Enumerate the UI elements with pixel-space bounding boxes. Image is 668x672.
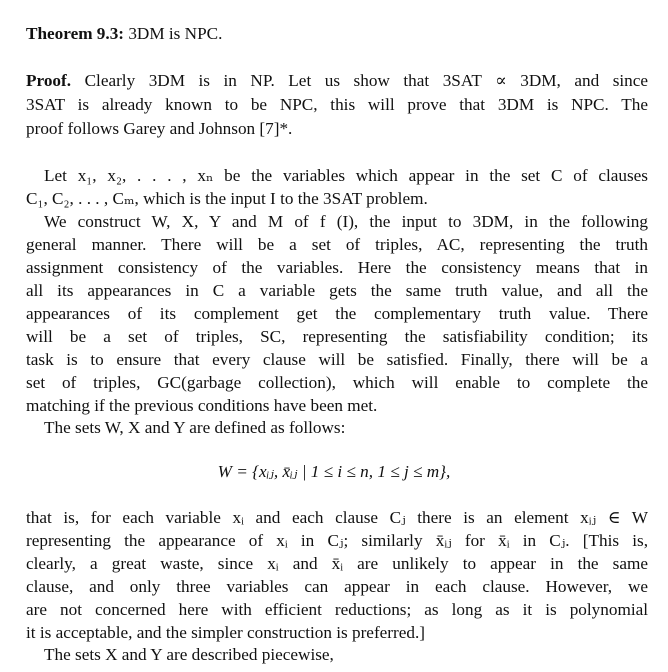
paragraph4-line-3: clearly, a great waste, since xᵢ and x̄ᵢ are unlikely to appear in the same — [26, 554, 648, 573]
paragraph5: The sets X and Y are described piecewise, — [44, 645, 334, 664]
proof-line-1-text: Clearly 3DM is in NP. Let us show that 3SAT ∝ 3DM, and since — [84, 71, 649, 90]
paragraph2-line-9: matching if the previous conditions have been met. — [26, 396, 378, 415]
proof-line-2: 3SAT is already known to be NPC, this will prove that 3DM is NPC. The — [26, 95, 648, 114]
paragraph2-line-1: We construct W, X, Y and M of f (I), the input to 3DM, in the following — [44, 212, 648, 231]
theorem-label: Theorem 9.3: — [26, 24, 125, 43]
equation-w-definition: W = {xᵢⱼ, x̄ᵢⱼ | 1 ≤ i ≤ n, 1 ≤ j ≤ m}, — [217, 462, 451, 481]
theorem-statement — [26, 22, 648, 45]
paragraph1-line-2: C₁, C₂, . . . , Cₘ, which is the input I to the 3SAT problem. — [26, 189, 428, 208]
theorem-text: 3DM is NPC. — [128, 24, 223, 43]
paragraph4-line-1: that is, for each variable xᵢ and each clause Cⱼ there is an element xᵢⱼ ∈ W — [26, 508, 648, 527]
proof-line-3: proof follows Garey and Johnson [7]*. — [26, 119, 293, 138]
paragraph2-line-3: assignment consistency of the variables. Here the consistency means that in — [26, 258, 648, 277]
paragraph1-line-1: Let x₁, x₂, . . . , xₙ be the variables which appear in the set C of clauses — [44, 166, 648, 185]
paragraph2-line-5: appearances of its complement get the complementary truth value. There — [26, 304, 648, 323]
paragraph2-line-2: general manner. There will be a set of triples, AC, representing the truth — [26, 235, 648, 254]
paragraph2-line-7: task is to ensure that every clause will be satisfied. Finally, there will be a — [26, 350, 648, 369]
paragraph2-line-4: all its appearances in C a variable gets the same truth value, and all the — [26, 281, 648, 300]
proof-line-1 — [26, 69, 648, 92]
paragraph4-line-5: are not concerned here with efficient reductions; as long as it is polynomial — [26, 600, 648, 619]
paragraph2-line-6: will be a set of triples, SC, representing the satisfiability condition; its — [26, 327, 648, 346]
paragraph4-line-2: representing the appearance of xᵢ in Cⱼ; similarly x̄ᵢⱼ for x̄ᵢ in Cⱼ. [This is, — [26, 531, 648, 550]
paragraph3: The sets W, X and Y are defined as follows: — [44, 418, 346, 437]
paragraph2-line-8: set of triples, GC(garbage collection), which will enable to complete the — [26, 373, 648, 392]
paragraph4-line-6: it is acceptable, and the simpler construction is preferred.] — [26, 623, 425, 642]
paragraph4-line-4: clause, and only three variables can appear in each clause. However, we — [26, 577, 648, 596]
proof-label: Proof. — [26, 71, 72, 90]
